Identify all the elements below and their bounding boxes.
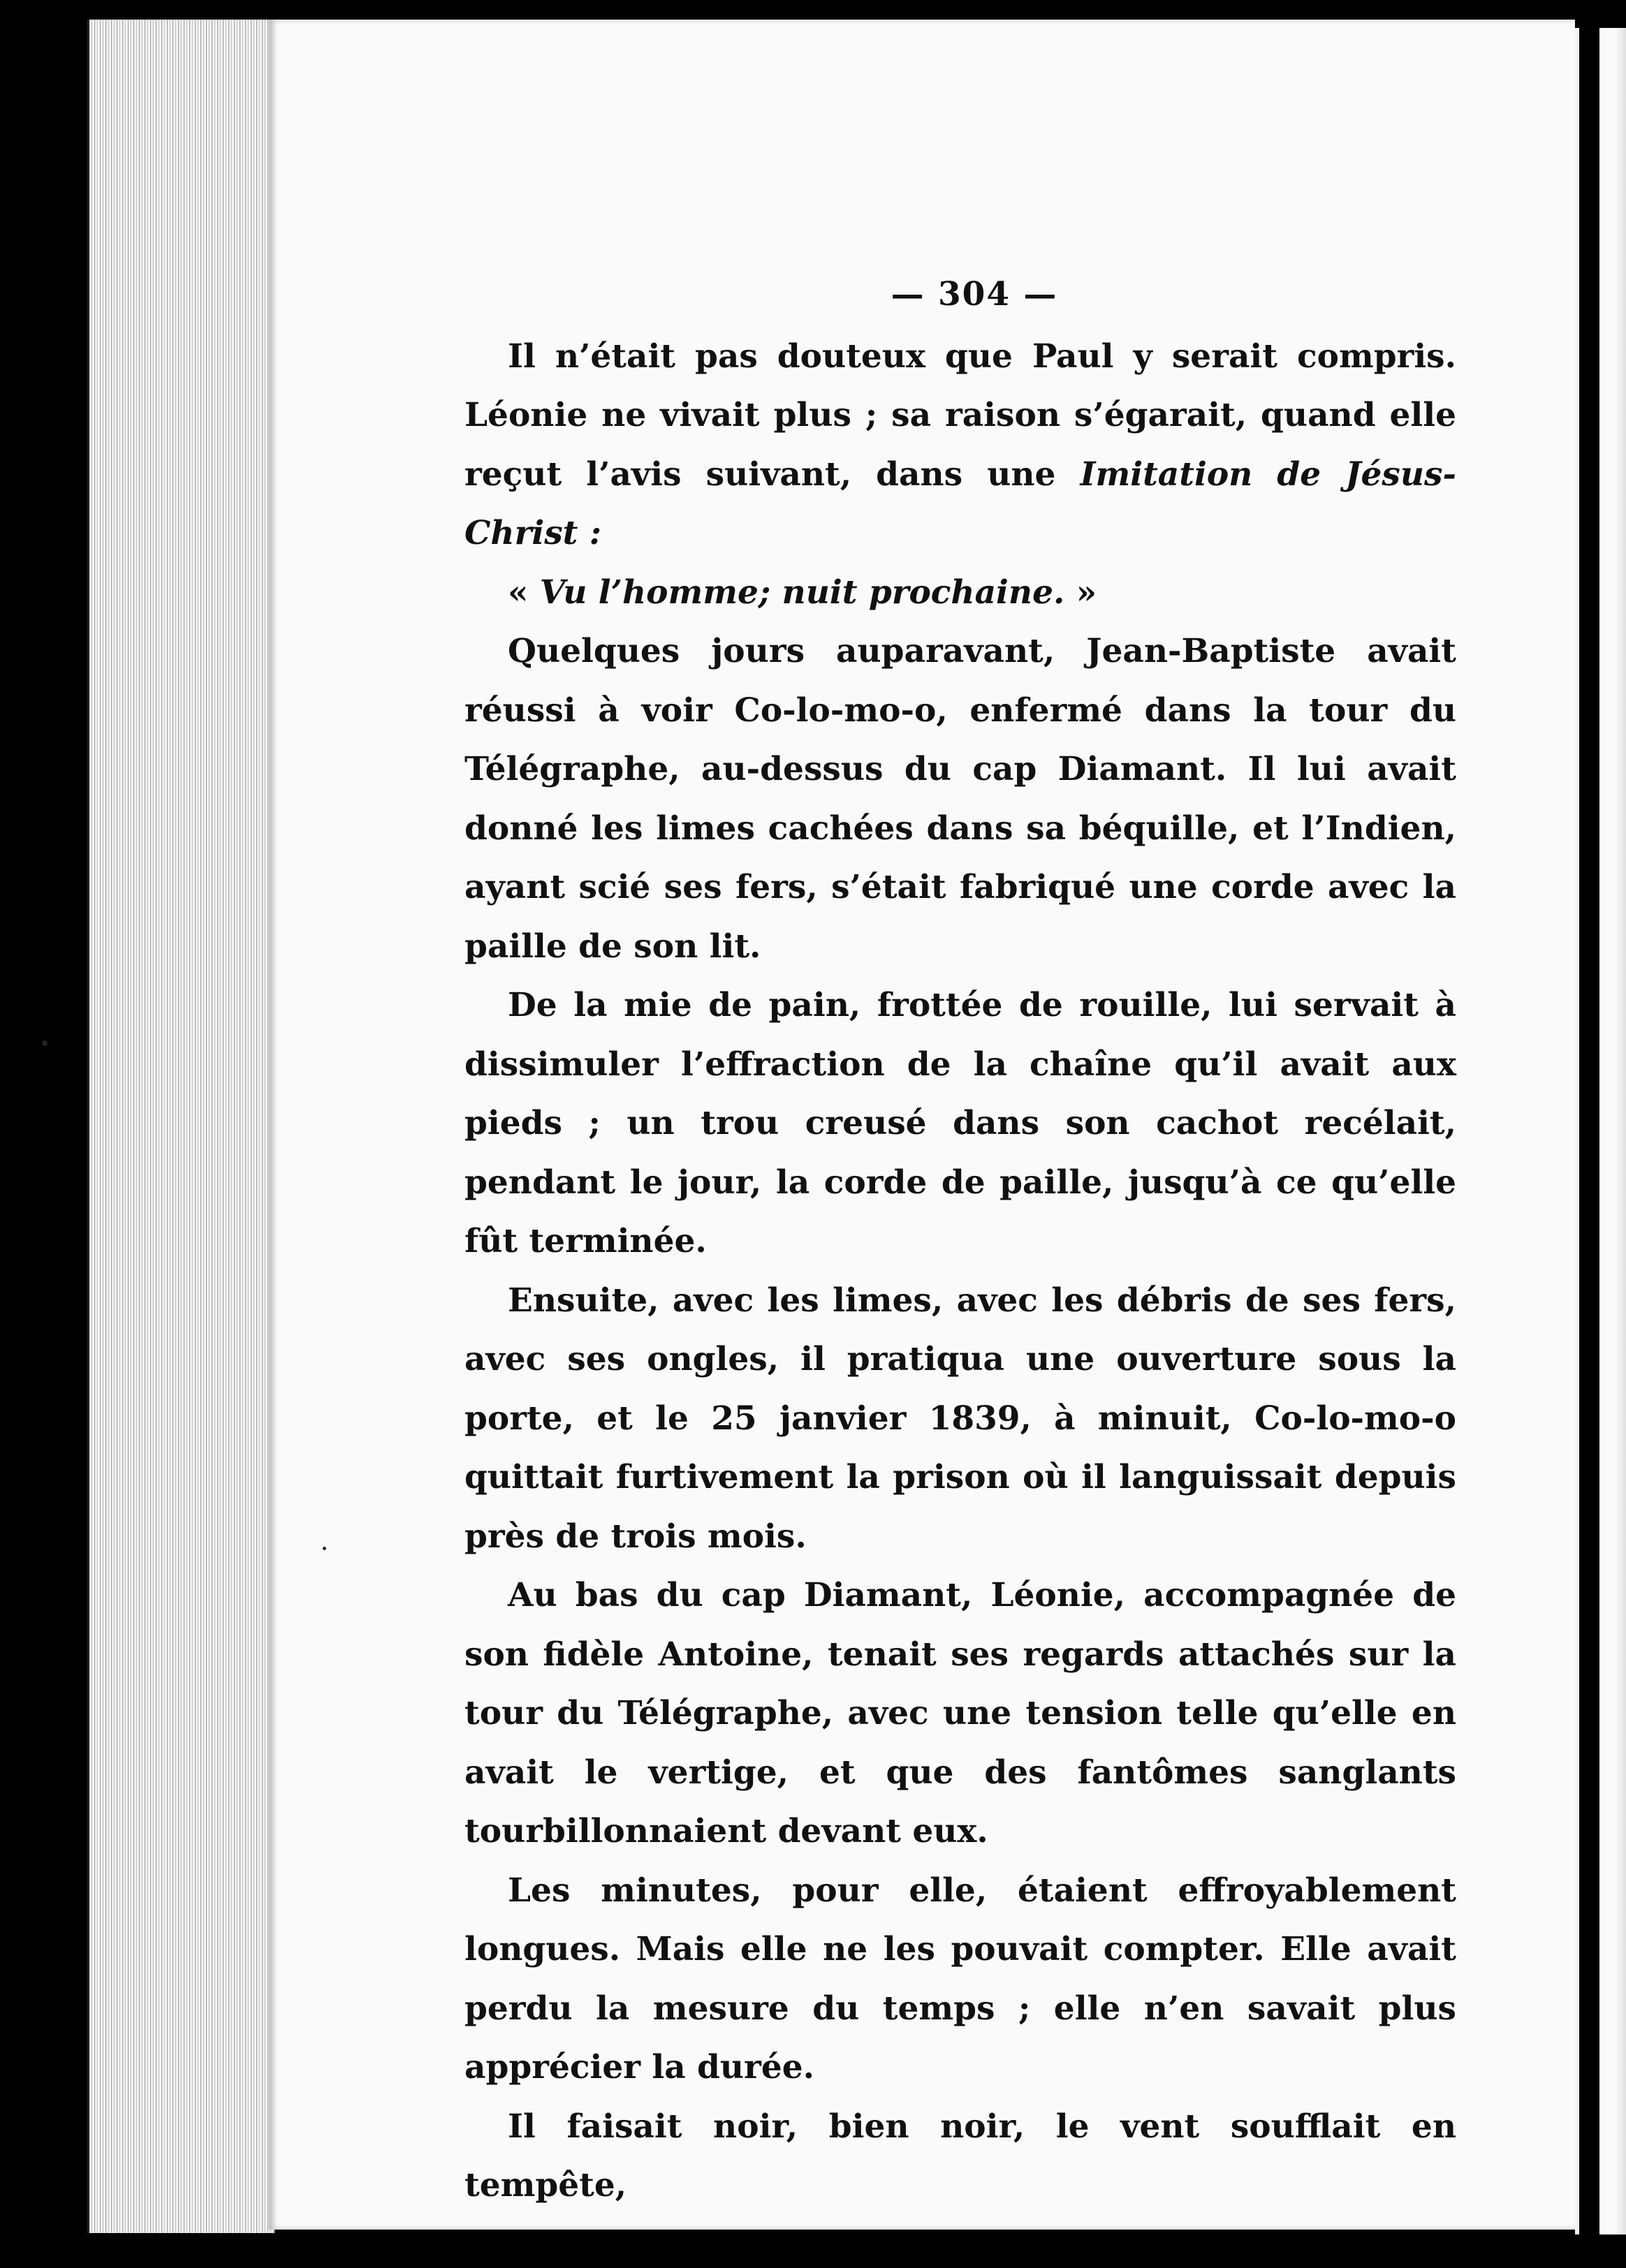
page-number: — 304 —: [891, 275, 1058, 314]
facing-page-strip: [1599, 28, 1626, 2234]
paragraph-8: Il faisait noir, bien noir, le vent soufflait en tempête,: [464, 2107, 1456, 2204]
quote-open: «: [508, 573, 540, 612]
page-text: [464, 265, 1456, 2216]
paragraph-6: Au bas du cap Diamant, Léonie, accompagnée de son fidèle Antoine, tenait ses regards attachés sur la tour du Télégraphe, avec une tension telle qu’elle en avait le vertige, et que des fantômes sanglants tourbillonnaient devant eux.: [464, 1576, 1456, 1850]
paragraph-7: Les minutes, pour elle, étaient effroyablement longues. Mais elle ne les pouvait compter. Elle avait perdu la mesure du temps ; elle n’en savait plus apprécier la durée.: [464, 1871, 1456, 2086]
book-title-italic: Imitation de Jésus-Christ :: [464, 455, 1456, 552]
book-page-edges: [87, 20, 274, 2233]
scan-speck: [42, 1040, 47, 1046]
quote-close: »: [1064, 573, 1097, 612]
paragraph-3: Quelques jours auparavant, Jean-Baptiste avait réussi à voir Co-lo-mo-o, enfermé dans la tour du Télégraphe, au-dessus du cap Diamant. Il lui avait donné les limes cachées dans sa béquille, et l’Indien, ayant scié ses fers, s’était fabriqué une corde avec la paille de son lit.: [464, 632, 1456, 966]
paragraph-1-text: Il n’était pas douteux que Paul y serait compris. Léonie ne vivait plus ; sa raison s’égarait, quand elle reçut l’avis suivant, dans une: [464, 337, 1456, 494]
quote-text: Vu l’homme; nuit prochaine.: [539, 573, 1065, 612]
paragraph-4: De la mie de pain, frottée de rouille, lui servait à dissimuler l’effraction de la chaîne qu’il avait aux pieds ; un trou creusé dans son cachot recélait, pendant le jour, la corde de paille, jusqu’à ce qu’elle fût terminée.: [464, 986, 1456, 1260]
paragraph-1: [464, 327, 1456, 564]
paragraph-2-quote: [464, 564, 1456, 623]
paragraph-5: Ensuite, avec les limes, avec les débris de ses fers, avec ses ongles, il pratiqua une ouverture sous la porte, et le 25 janvier 1839, à minuit, Co-lo-mo-o quittait furtivement la prison où il languissait depuis près de trois mois.: [464, 1281, 1456, 1556]
scan-speck: [323, 1547, 326, 1550]
